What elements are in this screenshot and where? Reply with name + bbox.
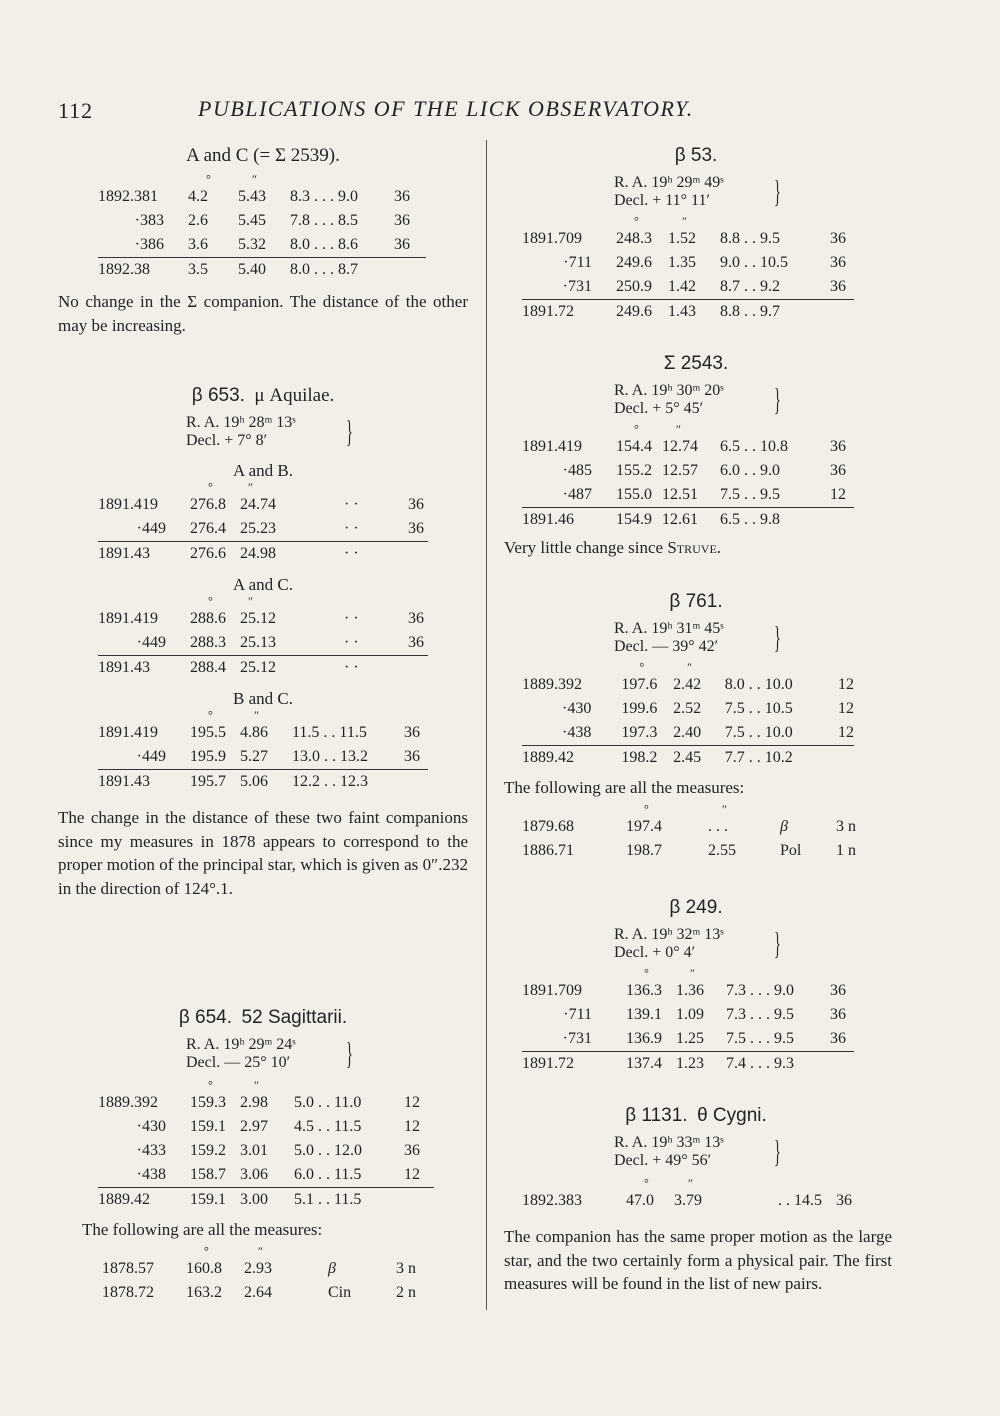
mean-row: 1892.38 3.5 5.40 8.0 . . . 8.7 — [98, 258, 426, 283]
table-row: 1878.72 163.2 2.64 Cin 2 n — [102, 1283, 416, 1301]
all-measures-table — [102, 1243, 432, 1305]
pair-label: A and B. — [233, 461, 293, 480]
following-label: The following are all the measures: — [504, 778, 745, 797]
measures-table — [522, 424, 854, 532]
mean-row: 1891.43 288.4 25.12 · · — [98, 656, 428, 681]
coordinates — [614, 174, 892, 210]
table-row: 1891.709 136.3 1.36 7.3 . . . 9.0 36 — [522, 982, 846, 999]
right-ascension: R. A. 19ʰ 31ᵐ 45ˢ — [614, 620, 724, 637]
section-title: β 1131. θ Cygni. — [625, 1105, 767, 1126]
table-row: 1891.419 195.5 4.86 11.5 . . 11.5 36 — [98, 724, 420, 741]
right-ascension: R. A. 19ʰ 33ᵐ 13ˢ — [614, 1134, 724, 1151]
following-label: The following are all the measures: — [82, 1220, 323, 1239]
table-row: ·487 155.0 12.51 7.5 . . 9.5 12 — [562, 486, 846, 503]
table-row: ·430 159.1 2.97 4.5 . . 11.5 12 — [136, 1118, 420, 1135]
column-divider — [486, 140, 487, 1310]
table-row: ·731 136.9 1.25 7.5 . . . 9.5 36 — [562, 1030, 846, 1047]
brace: } — [346, 1035, 353, 1071]
table-row: 1878.57 160.8 2.93 β 3 n — [102, 1259, 416, 1277]
mean-row: 1891.43 276.6 24.98 · · — [98, 542, 428, 567]
units-row: ° ″ — [644, 801, 727, 816]
mean-row: 1891.72 137.4 1.23 7.4 . . . 9.3 — [522, 1052, 854, 1077]
pair-label: B and C. — [233, 689, 293, 708]
table-row: 1891.419 288.6 25.12 · · 36 — [98, 610, 424, 627]
section-b761 — [500, 590, 892, 863]
table-row: ·438 197.3 2.40 7.5 . . 10.0 12 — [562, 724, 854, 741]
right-ascension: R. A. 19ʰ 29ᵐ 49ˢ — [614, 174, 724, 191]
measures-table — [98, 174, 426, 282]
units-row: ° ″ — [206, 172, 257, 186]
table-row: ·731 250.9 1.42 8.7 . . 9.2 36 — [562, 278, 846, 295]
section-ac-sigma-2539 — [58, 144, 468, 337]
coordinates — [614, 1134, 892, 1170]
pair-label: A and C. — [233, 575, 293, 594]
right-ascension: R. A. 19ʰ 28ᵐ 13ˢ — [186, 414, 296, 431]
note: The change in the distance of these two faint companions since my measures in 1878 appears to correspond to the proper motion of the principal star, which is given as 0″.232 in the direction of 124°.1. — [58, 808, 468, 898]
declination: Decl. — 25° 10′ — [186, 1054, 291, 1071]
table-row: ·438 158.7 3.06 6.0 . . 11.5 12 — [136, 1166, 420, 1183]
right-ascension: R. A. 19ʰ 32ᵐ 13ˢ — [614, 926, 724, 943]
table-row: ·711 139.1 1.09 7.3 . . . 9.5 36 — [563, 1006, 846, 1023]
table-row: ·430 199.6 2.52 7.5 . . 10.5 12 — [562, 700, 854, 717]
table-row: 1892.381 4.2 5.43 8.3 . . . 9.0 36 — [98, 188, 410, 205]
table-row: 1879.68 197.4 . . . β 3 n — [522, 817, 856, 835]
measures-table — [522, 1178, 854, 1213]
section-b249 — [500, 896, 892, 1076]
coordinates — [614, 382, 892, 418]
section-b654 — [58, 1006, 468, 1305]
brace: } — [774, 619, 781, 655]
units-row: ° ″ — [208, 480, 253, 494]
table-row: 1892.383 47.0 3.79 . . 14.5 36 — [522, 1192, 852, 1209]
measures-table — [98, 710, 428, 794]
section-sigma-2543 — [500, 352, 892, 560]
units-row: ° ″ — [634, 214, 687, 228]
mean-row: 1891.46 154.9 12.61 6.5 . . 9.8 — [522, 508, 854, 533]
units-row: ° ″ — [208, 708, 259, 722]
note: The companion has the same proper motion as the large star, and the two certainly form a physical pair. The first measures will be found in the list of new pairs. — [504, 1227, 892, 1293]
declination: Decl. + 0° 4′ — [614, 944, 696, 961]
section-title: β 653. μ Aquilae. — [191, 385, 335, 406]
brace: } — [346, 413, 353, 449]
section-b1131 — [500, 1104, 892, 1296]
measures-table — [98, 482, 428, 566]
declination: Decl. + 7° 8′ — [186, 432, 268, 449]
declination: Decl. + 5° 45′ — [614, 400, 704, 417]
units-row: ° ″ — [644, 1176, 693, 1190]
page-number: 112 — [58, 98, 94, 123]
coordinates — [614, 620, 892, 656]
measures-table — [98, 1080, 434, 1212]
measures-table — [522, 216, 854, 324]
units-row: ° ″ — [204, 1243, 263, 1258]
section-title: Σ 2543. — [663, 353, 729, 374]
table-row: ·711 249.6 1.35 9.0 . . 10.5 36 — [563, 254, 846, 271]
mean-row: 1889.42 198.2 2.45 7.7 . . 10.2 — [522, 746, 854, 771]
table-row: ·449 195.9 5.27 13.0 . . 13.2 36 — [136, 748, 420, 765]
table-row: 1891.419 154.4 12.74 6.5 . . 10.8 36 — [522, 438, 846, 455]
section-title: β 654. 52 Sagittarii. — [178, 1007, 348, 1028]
units-row: ° ″ — [644, 966, 695, 980]
declination: Decl. — 39° 42′ — [614, 638, 719, 655]
coordinates — [614, 926, 892, 962]
running-title: PUBLICATIONS OF THE LICK OBSERVATORY. — [198, 96, 694, 121]
mean-row: 1889.42 159.1 3.00 5.1 . . 11.5 — [98, 1188, 434, 1213]
table-row: ·386 3.6 5.32 8.0 . . . 8.6 36 — [134, 236, 410, 253]
table-row: ·449 276.4 25.23 · · 36 — [136, 520, 424, 537]
units-row: ° ″ — [634, 422, 681, 436]
brace: } — [774, 925, 781, 961]
table-row: ·433 159.2 3.01 5.0 . . 12.0 36 — [136, 1142, 420, 1159]
section-b653 — [58, 384, 468, 900]
table-row: ·485 155.2 12.57 6.0 . . 9.0 36 — [562, 462, 846, 479]
units-row: ° ″ — [208, 1078, 259, 1092]
table-row: ·383 2.6 5.45 7.8 . . . 8.5 36 — [134, 212, 410, 229]
units-row: ° ″ — [639, 660, 693, 674]
measures-table — [522, 662, 854, 770]
section-title: β 761. — [669, 591, 723, 612]
table-row: 1891.419 276.8 24.74 · · 36 — [98, 496, 424, 513]
table-row: 1886.71 198.7 2.55 Pol 1 n — [522, 841, 856, 859]
brace: } — [774, 173, 781, 209]
table-row: 1891.709 248.3 1.52 8.8 . . 9.5 36 — [522, 230, 846, 247]
section-title: β 249. — [669, 897, 723, 918]
brace: } — [774, 1133, 781, 1169]
measures-table — [522, 968, 854, 1076]
units-row: ° ″ — [208, 594, 253, 608]
right-ascension: R. A. 19ʰ 29ᵐ 24ˢ — [186, 1036, 296, 1053]
section-title: A and C (= Σ 2539). — [186, 145, 340, 166]
all-measures-table — [522, 801, 866, 863]
mean-row: 1891.43 195.7 5.06 12.2 . . 12.3 — [98, 770, 428, 795]
note: Very little change since Struve. — [504, 538, 722, 557]
declination: Decl. + 49° 56′ — [614, 1152, 712, 1169]
table-row: 1889.392 197.6 2.42 8.0 . . 10.0 12 — [522, 676, 854, 693]
right-ascension: R. A. 19ʰ 30ᵐ 20ˢ — [614, 382, 724, 399]
section-title: β 53. — [674, 145, 718, 166]
section-b53 — [500, 144, 892, 324]
table-row: 1889.392 159.3 2.98 5.0 . . 11.0 12 — [98, 1094, 420, 1111]
mean-row: 1891.72 249.6 1.43 8.8 . . 9.7 — [522, 300, 854, 325]
declination: Decl. + 11° 11′ — [614, 192, 710, 209]
coordinates — [186, 1036, 468, 1072]
note: No change in the Σ companion. The distance of the other may be increasing. — [58, 292, 468, 335]
coordinates — [186, 414, 468, 450]
measures-table — [98, 596, 428, 680]
brace: } — [774, 381, 781, 417]
table-row: ·449 288.3 25.13 · · 36 — [136, 634, 424, 651]
